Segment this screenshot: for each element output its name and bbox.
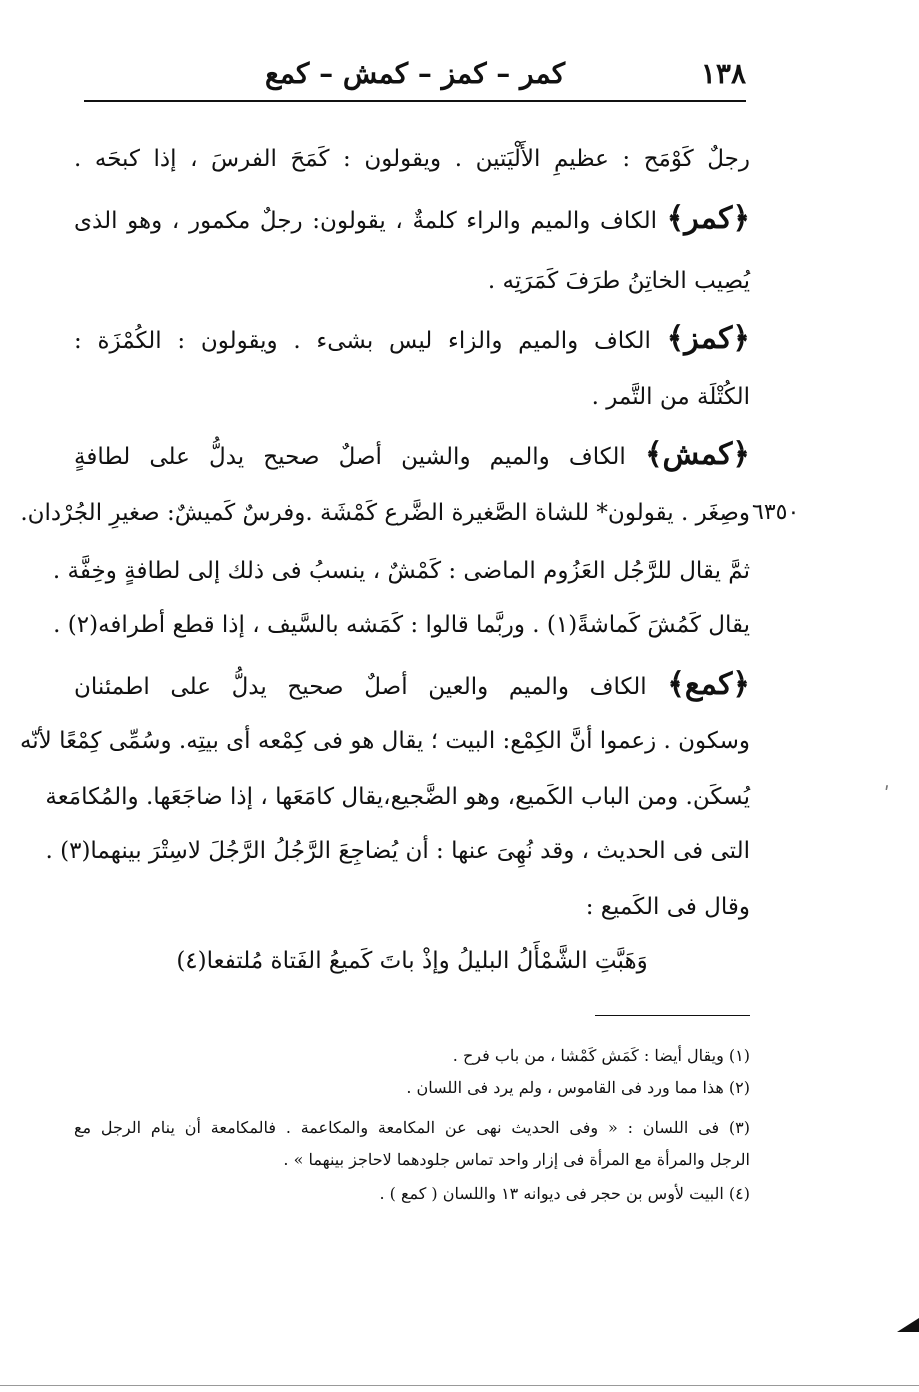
text-line-11: وسكون . زعموا أنَّ الكِمْع: البيت ؛ يقال هو فى كِمْعه أى بيتِه. وسُمِّى كِمْعًا لأنّه: [19, 728, 750, 754]
text-line-4-body: الكاف والميم والزاء ليس بشىء . ويقولون : الكُمْزَة :: [74, 328, 651, 354]
footnote-3-line-1: (٣) فى اللسان : « وفى الحديث نهى عن المكامعة والمكاعمة . فالمكامعة أن ينام الرجل مع: [74, 1118, 750, 1137]
text-line-12: يُسكَن. ومن الباب الكَميع، وهو الضَّجيع،يقال كامَعَها ، إذا ضاجَعَها. والمُكامَعة: [45, 784, 750, 810]
text-line-5: الكُتْلَة من التَّمر .: [591, 384, 750, 410]
scan-edge: [0, 1385, 919, 1386]
text-line-7: وصِغَر . يقولون* للشاة الصَّغيرة الضَّرع كَمْشَة .وفرسٌ كَميشٌ: صغيرِ الجُرْدان.: [20, 500, 750, 526]
footnote-1: (١) ويقال أيضا : كَمَش كَمْشا ، من باب فرح .: [452, 1046, 750, 1065]
text-line-9: يقال كَمُشَ كَماشةً(١) . وربَّما قالوا : كَمَشه بالسَّيف ، إذا قطع أطرافه(٢) .: [53, 612, 750, 638]
text-line-6: [74, 432, 750, 478]
entry-heading-kamaz: ﴿كمز﴾: [666, 321, 750, 356]
footnote-3-line-2: الرجل والمرأة مع المرأة فى إزار واحد تماس جلودهما لاحاجز بينهما » .: [283, 1150, 750, 1169]
margin-number: ٦٣٥٠: [752, 500, 800, 525]
footnote-4: (٤) البيت لأوس بن حجر فى ديوانه ١٣ واللسان ( كمع ) .: [379, 1184, 750, 1203]
verse-line: وَهَبَّتِ الشَّمْأَلُ البليلُ وإذْ باتَ كَميعُ الفَتاة مُلتفعا(٤): [176, 948, 648, 974]
text-line-1: رجلٌ كَوْمَح : عظيمِ الأَلْيَتين . ويقولون : كَمَحَ الفرسَ ، إذا كبحَه .: [74, 146, 750, 172]
scan-corner: [897, 1318, 919, 1332]
text-line-6-body: الكاف والميم والشين أصلٌ صحيح يدلُّ على لطافةٍ: [74, 444, 626, 470]
header-rule: [84, 100, 746, 102]
text-line-4: [74, 316, 750, 362]
text-line-14: وقال فى الكَميع :: [585, 894, 750, 920]
text-line-10-body: الكاف والميم والعين أصلٌ صحيح يدلُّ على اطمئنان: [74, 674, 647, 700]
text-line-2-body: الكاف والميم والراء كلمةٌ ، يقولون: رجلٌ مكمور ، وهو الذى: [74, 208, 658, 234]
text-line-2: [74, 196, 750, 242]
entry-heading-kama: ﴿كمع﴾: [667, 667, 750, 702]
text-line-13: التى فى الحديث ، وقد نُهِىَ عنها : أن يُضاجِعَ الرَّجُلُ الرَّجُلَ لاسِتْرَ بينهما(٣) .: [45, 838, 750, 864]
text-line-8: ثمَّ يقال للرَّجُل العَزُوم الماضى : كَمْشٌ ، ينسبُ فى ذلك إلى لطافةٍ وخِفَّة .: [52, 558, 750, 584]
header-title: كمر – كمز – كمش – كمع: [264, 57, 566, 90]
entry-heading-kamar: ﴿كمر﴾: [666, 201, 751, 236]
text-line-10: [74, 662, 750, 708]
footnote-2: (٢) هذا مما ورد فى القاموس ، ولم يرد فى اللسان .: [406, 1078, 750, 1097]
text-line-3: يُصِيب الخاتِنُ طرَفَ كَمَرَتِه .: [487, 268, 750, 294]
entry-heading-kamash: ﴿كمش﴾: [644, 437, 750, 472]
footnote-rule: [595, 1015, 750, 1016]
page-number: ١٣٨: [700, 57, 746, 90]
scan-mark: ʹ: [884, 782, 890, 806]
running-header: [84, 55, 746, 101]
